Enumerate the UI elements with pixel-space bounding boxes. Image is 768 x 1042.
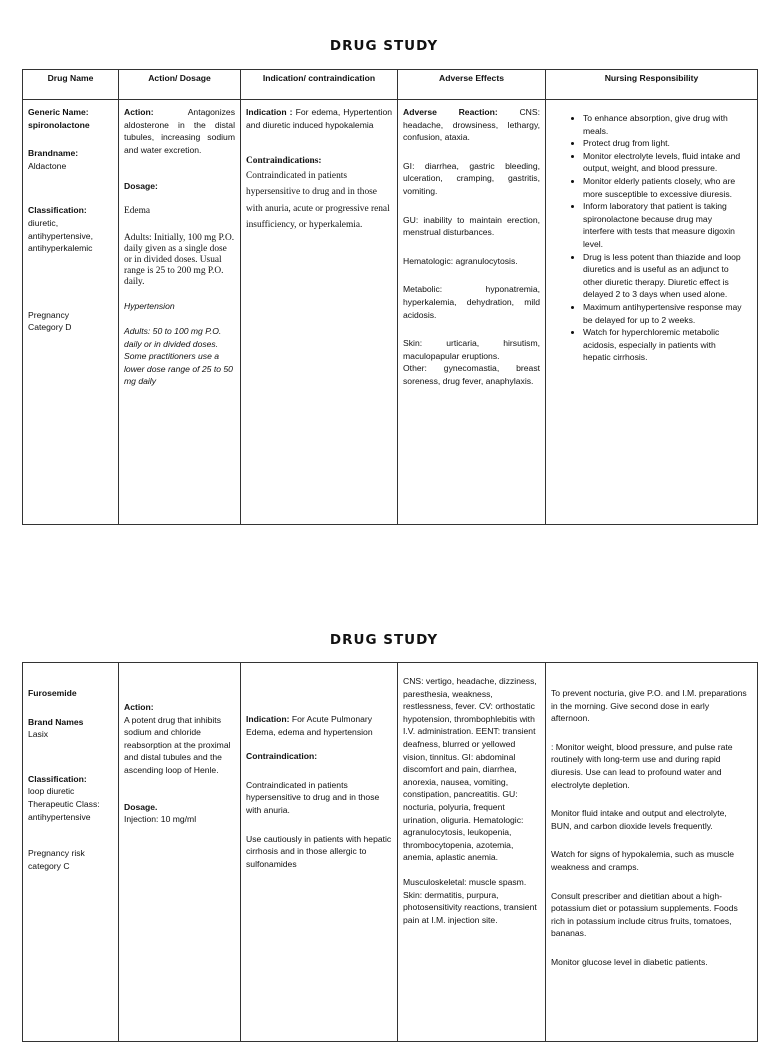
- adverse-musculoskeletal: Musculoskeletal: muscle spasm.: [403, 876, 527, 887]
- classification-label: Classification:: [28, 205, 87, 216]
- drug-study-table-1: [22, 69, 758, 525]
- nursing-responsibility-cell: [546, 663, 758, 1042]
- list-item: Monitor fluid intake and output and electrolyte, BUN, and carbon dioxide levels frequently.: [551, 808, 727, 831]
- table-row: [23, 663, 758, 1042]
- pregnancy-category: Category D: [28, 322, 72, 333]
- list-item: To prevent nocturia, give P.O. and I.M. preparations in the morning. Give second dose in early afternoon.: [551, 688, 747, 724]
- drug-name: Furosemide: [28, 688, 77, 698]
- action-label: Action:: [124, 702, 154, 712]
- adverse-gi: GI: diarrhea, gastric bleeding, ulceration, cramping, gastritis, vomiting.: [403, 160, 540, 196]
- classification-line: antihypertensive: [28, 811, 91, 822]
- brand-names-label: Brand Names: [28, 716, 84, 727]
- classification-line: diuretic,: [28, 217, 59, 228]
- brand-name-label: Brandname:: [28, 148, 79, 159]
- action-text: Action: Antagonizes aldosterone in the distal tubules, increasing sodium and water excretion.: [124, 107, 235, 155]
- nursing-responsibility-cell: [546, 100, 758, 525]
- contraindications-text: Contraindicated in patients hypersensitive to drug and in those with anuria, acute or progressive renal insufficiency, or hyperkalemia.: [246, 170, 390, 231]
- classification-line: antihypertensive,: [28, 230, 93, 241]
- action-text: A potent drug that inhibits sodium and chloride reabsorption at the proximal and distal tubules and the ascending loop of Henle.: [124, 714, 231, 775]
- table-header-row: [23, 70, 758, 100]
- list-item: • Protect drug from light.: [583, 137, 745, 150]
- adverse-effects-cell: [398, 100, 546, 525]
- action-dosage-cell: [119, 100, 241, 525]
- page-title-1: DRUG STUDY: [329, 38, 439, 54]
- contraindication-text: Contraindicated in patients hypersensitive to drug and in those with anuria.: [246, 779, 380, 815]
- dosage-text: Injection: 10 mg/ml: [124, 814, 197, 825]
- brand-name: Aldactone: [28, 160, 67, 171]
- header-nursing-responsibility: Nursing Responsibility: [546, 70, 758, 100]
- adverse-hematologic: Hematologic: agranulocytosis.: [403, 255, 518, 266]
- contraindication-label: Contraindication:: [246, 751, 318, 762]
- adverse-reaction-label: Adverse Reaction:: [403, 107, 498, 117]
- page-title-2: DRUG STUDY: [329, 632, 439, 648]
- list-item: Monitor glucose level in diabetic patients.: [551, 956, 708, 967]
- classification-line: antihyperkalemic: [28, 243, 93, 254]
- pregnancy-category: Pregnancy: [28, 309, 70, 320]
- hypertension-heading: Hypertension: [124, 301, 175, 312]
- action-label: Action:: [124, 107, 154, 117]
- drug-name-cell: [23, 100, 119, 525]
- list-item: : Monitor weight, blood pressure, and pulse rate routinely with long-term use and during rapid diuresis. Use can lead to profound water and electrolyte depletion.: [551, 741, 733, 790]
- indication-text: Indication: For Acute Pulmonary Edema, edema and hypertension: [246, 714, 373, 737]
- indication-cell: [241, 663, 398, 1042]
- header-action-dosage: Action/ Dosage: [119, 70, 241, 100]
- list-item: Consult prescriber and dietitian about a high-potassium diet or potassium supplements. Foods rich in potassium include citrus fruits, tomatoes, bananas.: [551, 890, 738, 939]
- adverse-gu: GU: inability to maintain erection, menstrual disturbances.: [403, 214, 540, 238]
- pregnancy-category: category C: [28, 860, 70, 871]
- dosage-label: Dosage.: [124, 801, 158, 812]
- adverse-skin: Skin: dermatitis, purpura, photosensitivity reactions, transient pain at I.M. injection site.: [403, 889, 537, 925]
- list-item: • Drug is less potent than thiazide and loop diuretics and is useful as an adjunct to other diuretic therapy. Diuretic effect is delayed 2 to 3 days when used alone.: [583, 251, 745, 301]
- table-row: [23, 100, 758, 525]
- list-item: Watch for signs of hypokalemia, such as muscle weakness and cramps.: [551, 849, 735, 872]
- adverse-effects-cell: [398, 663, 546, 1042]
- indication-label: Indication :: [246, 107, 293, 117]
- adverse-other: Other: gynecomastia, breast soreness, drug fever, anaphylaxis.: [403, 363, 540, 386]
- indication-label: Indication:: [246, 714, 290, 724]
- list-item: • Monitor electrolyte levels, fluid intake and output, weight, and blood pressure.: [583, 150, 745, 175]
- list-item: • Inform laboratory that patient is taking spironolactone because drug may interfere with tests that measure digoxin level.: [583, 200, 745, 250]
- classification-label: Classification:: [28, 773, 87, 784]
- caution-text: Use cautiously in patients with hepatic cirrhosis and in those allergic to sulfonamides: [246, 833, 392, 869]
- brand-name: Lasix: [28, 729, 49, 740]
- list-item: • Watch for hyperchloremic metabolic acidosis, especially in patients with hepatic cirrhosis.: [583, 326, 745, 364]
- action-dosage-cell: [119, 663, 241, 1042]
- nursing-list: [560, 112, 745, 364]
- dosage-label: Dosage:: [124, 181, 158, 192]
- header-drug-name: Drug Name: [23, 70, 119, 100]
- drug-name-cell: [23, 663, 119, 1042]
- list-item: • Maximum antihypertensive response may be delayed for up to 2 weeks.: [583, 301, 745, 326]
- edema-dosage: Adults: Initially, 100 mg P.O. daily given as a single dose or in divided doses. Usual range is 25 to 200 mg P.O. daily.: [124, 233, 235, 288]
- header-indication: Indication/ contraindication: [241, 70, 398, 100]
- indication-text: Indication : For edema, Hypertention and diuretic induced hypokalemia: [246, 107, 393, 130]
- list-item: • Monitor elderly patients closely, who are more susceptible to excessive diuresis.: [583, 175, 745, 200]
- hypertension-dosage: Adults: 50 to 100 mg P.O. daily or in divided doses. Some practitioners use a lower dose range of 25 to 50 mg daily: [124, 325, 233, 387]
- adverse-cns: Adverse Reaction: CNS: headache, drowsiness, lethargy, confusion, ataxia.: [403, 107, 540, 143]
- contraindications-label: Contraindications:: [246, 156, 322, 167]
- generic-name: spironolactone: [28, 119, 90, 130]
- classification-line: Therapeutic Class:: [28, 798, 100, 809]
- adverse-metabolic: Metabolic: hyponatremia, hyperkalemia, dehydration, mild acidosis.: [403, 284, 540, 320]
- list-item: • To enhance absorption, give drug with meals.: [583, 112, 745, 137]
- adverse-effects-text: CNS: vertigo, headache, dizziness, paresthesia, weakness, restlessness, fever. CV: orthostatic hypotension, thrombophlebitis with I.V. administration. EENT: transient deafness, blurred or yellowed vision, tinnitus. GI: abdominal discomfort and pain, diarrhea, anorexia, nausea, vomiting, constipation, pancreatitis. GU: nocturia, polyuria, frequent urination, oliguria. Hematologic: agranulocytosis, leukopenia, thrombocytopenia, azotemia, anemia, aplastic anemia.: [403, 676, 537, 863]
- drug-study-table-2: [22, 662, 758, 1042]
- header-adverse-effects: Adverse Effects: [398, 70, 546, 100]
- pregnancy-category: Pregnancy risk: [28, 848, 85, 859]
- generic-name-label: Generic Name:: [28, 107, 89, 117]
- edema-heading: Edema: [124, 205, 151, 216]
- classification-line: loop diuretic: [28, 786, 75, 797]
- adverse-skin: Skin: urticaria, hirsutism, maculopapular eruptions.: [403, 338, 540, 361]
- indication-cell: [241, 100, 398, 525]
